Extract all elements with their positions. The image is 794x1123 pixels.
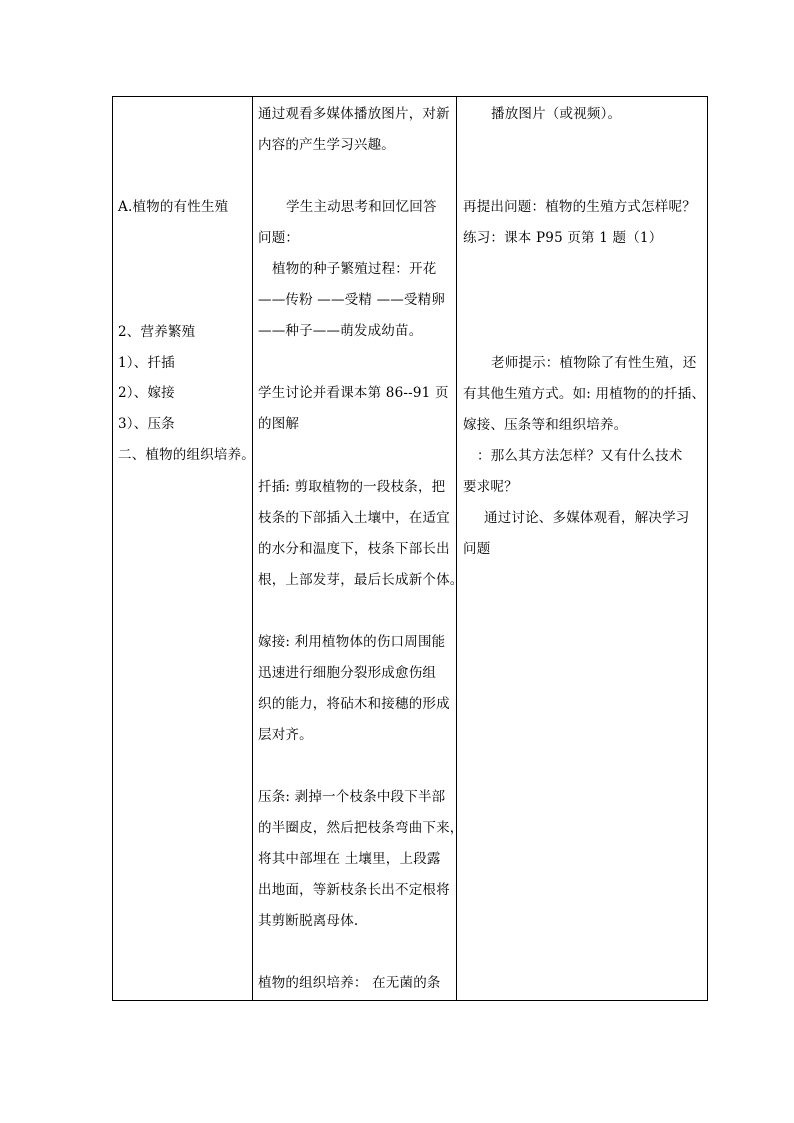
content-line: 二、植物的组织培养。 [118, 447, 255, 463]
teacher-line: 通过讨论、多媒体观看，解决学习 [484, 510, 690, 526]
teacher-line: 有其他生殖方式。如: 用植物的的扦插、 [463, 386, 706, 402]
student-activity-column [252, 97, 464, 1000]
activity-line: ——传粉 ——受精 ——受精卵 [258, 292, 446, 308]
teacher-line: ：那么其方法怎样？又有什么技术 [477, 448, 683, 464]
lesson-table [112, 96, 708, 1001]
teacher-line: 要求呢？ [463, 479, 518, 495]
activity-line: 压条: 剥掉一个枝条中段下半部 [258, 789, 446, 805]
activity-line: 植物的组织培养： 在无菌的条 [258, 975, 441, 991]
activity-line: 问题： [258, 230, 300, 246]
teacher-line: 问题 [463, 541, 491, 557]
activity-line: 织的能力，将砧木和接穗的形成 [258, 696, 450, 712]
activity-line: 的图解 [258, 416, 300, 432]
activity-line: 出地面，等新枝条长出不定根将 [258, 882, 450, 898]
activity-line: 内容的产生学习兴趣。 [258, 137, 395, 153]
activity-line: 的半圈皮，然后把枝条弯曲下来， [258, 820, 464, 836]
activity-line: 的水分和温度下，枝条下部长出 [258, 541, 450, 557]
activity-line: 学生主动思考和回忆回答 [286, 199, 437, 215]
content-line: 1）、扦插 [118, 355, 175, 371]
content-line: 2、营养繁殖 [118, 324, 196, 340]
activity-line: 其剪断脱离母体. [258, 913, 359, 929]
teacher-line: 再提出问题：植物的生殖方式怎样呢？ [463, 199, 696, 215]
activity-line: 通过观看多媒体播放图片，对新 [258, 106, 450, 122]
activity-line: 嫁接: 利用植物体的伤口周围能 [258, 634, 446, 650]
activity-line: 根，上部发芽，最后长成新个体。 [258, 572, 464, 588]
activity-line: 植物的种子繁殖过程：开花 [272, 261, 437, 277]
teacher-line: 播放图片（或视频）。 [491, 106, 622, 122]
activity-line: 将其中部埋在 土壤里，上段露 [258, 851, 441, 867]
teacher-activity-column [457, 97, 708, 1000]
content-line: A.植物的有性生殖 [118, 199, 229, 215]
content-line: 2）、嫁接 [118, 385, 175, 401]
content-line: 3）、压条 [118, 416, 175, 432]
activity-line: 层对齐。 [258, 727, 313, 743]
teacher-line: 练习：课本 P95 页第 1 题（1） [463, 230, 663, 246]
teacher-line: 嫁接、压条等和组织培养。 [463, 417, 628, 433]
activity-line: 扦插: 剪取植物的一段枝条，把 [258, 479, 446, 495]
activity-line: 迅速进行细胞分裂形成愈伤组 [258, 665, 437, 681]
activity-line: 枝条的下部插入土壤中，在适宜 [258, 510, 450, 526]
content-column [113, 97, 253, 1000]
activity-line: 学生讨论并看课本第 86--91 页 [258, 385, 449, 401]
teacher-line: 老师提示：植物除了有性生殖，还 [491, 355, 697, 371]
activity-line: ——种子——萌发成幼苗。 [258, 323, 423, 339]
